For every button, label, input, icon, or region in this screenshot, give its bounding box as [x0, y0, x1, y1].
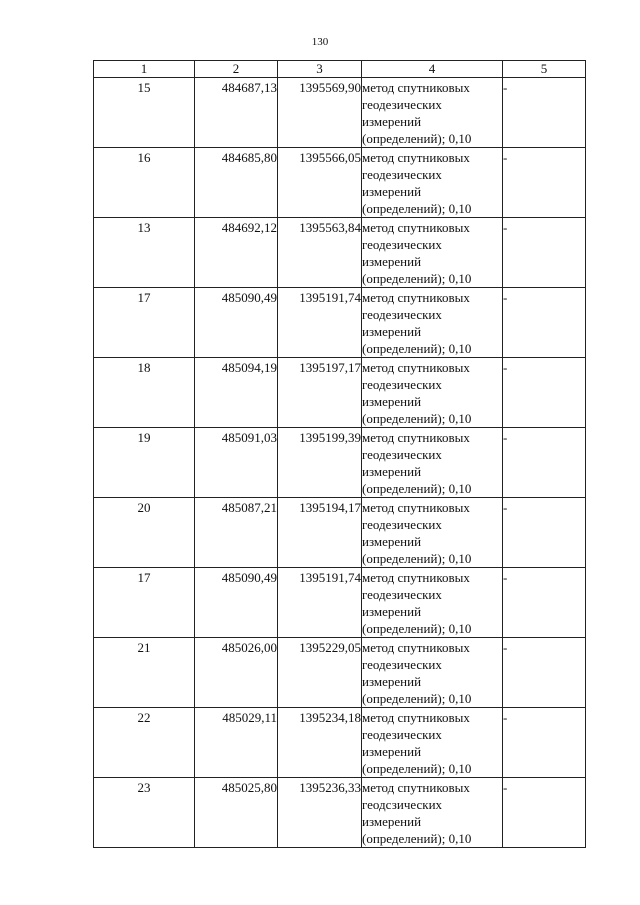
y-coordinate-cell: 1395236,33: [278, 778, 362, 848]
x-coordinate-cell: 485094,19: [195, 358, 278, 428]
method-cell: метод спутниковых геодезических измерений (определений); 0,10: [362, 638, 503, 708]
y-coordinate-cell: 1395569,90: [278, 78, 362, 148]
y-coordinate-cell: 1395197,17: [278, 358, 362, 428]
header-cell: 2: [195, 61, 278, 78]
point-number-cell: 13: [94, 218, 195, 288]
x-coordinate-cell: 485029,11: [195, 708, 278, 778]
point-number-cell: 19: [94, 428, 195, 498]
note-cell: -: [503, 218, 586, 288]
y-coordinate-cell: 1395229,05: [278, 638, 362, 708]
x-coordinate-cell: 485090,49: [195, 568, 278, 638]
method-cell: метод спутниковых геодезических измерений (определений); 0,10: [362, 498, 503, 568]
note-cell: -: [503, 428, 586, 498]
y-coordinate-cell: 1395566,05: [278, 148, 362, 218]
coordinates-table: [93, 60, 586, 848]
header-cell: 1: [94, 61, 195, 78]
header-cell: 3: [278, 61, 362, 78]
point-number-cell: 23: [94, 778, 195, 848]
point-number-cell: 17: [94, 568, 195, 638]
x-coordinate-cell: 485026,00: [195, 638, 278, 708]
page-number: 130: [311, 36, 329, 48]
table-row: [94, 148, 586, 218]
note-cell: -: [503, 148, 586, 218]
table-row: [94, 568, 586, 638]
table-row: [94, 78, 586, 148]
method-cell: метод спутниковых геодезических измерений (определений); 0,10: [362, 148, 503, 218]
table-row: [94, 358, 586, 428]
point-number-cell: 18: [94, 358, 195, 428]
x-coordinate-cell: 485025,80: [195, 778, 278, 848]
note-cell: -: [503, 78, 586, 148]
y-coordinate-cell: 1395563,84: [278, 218, 362, 288]
y-coordinate-cell: 1395191,74: [278, 288, 362, 358]
note-cell: -: [503, 708, 586, 778]
note-cell: -: [503, 288, 586, 358]
x-coordinate-cell: 484692,12: [195, 218, 278, 288]
header-cell: 4: [362, 61, 503, 78]
table-row: [94, 218, 586, 288]
x-coordinate-cell: 485087,21: [195, 498, 278, 568]
point-number-cell: 16: [94, 148, 195, 218]
table-row: [94, 288, 586, 358]
table-row: [94, 708, 586, 778]
point-number-cell: 15: [94, 78, 195, 148]
y-coordinate-cell: 1395191,74: [278, 568, 362, 638]
x-coordinate-cell: 484685,80: [195, 148, 278, 218]
x-coordinate-cell: 485090,49: [195, 288, 278, 358]
method-cell: метод спутниковых геодезических измерений (определений); 0,10: [362, 218, 503, 288]
point-number-cell: 20: [94, 498, 195, 568]
table-row: [94, 428, 586, 498]
note-cell: -: [503, 498, 586, 568]
method-cell: метод спутниковых геодезических измерений (определений); 0,10: [362, 568, 503, 638]
note-cell: -: [503, 778, 586, 848]
x-coordinate-cell: 484687,13: [195, 78, 278, 148]
method-cell: метод спутниковых геодезических измерений (определений); 0,10: [362, 78, 503, 148]
point-number-cell: 22: [94, 708, 195, 778]
point-number-cell: 21: [94, 638, 195, 708]
note-cell: -: [503, 638, 586, 708]
cropped-footer-text: [93, 893, 585, 905]
note-cell: -: [503, 568, 586, 638]
point-number-cell: 17: [94, 288, 195, 358]
table-header-row: [94, 61, 586, 78]
table-row: [94, 638, 586, 708]
method-cell: метод спутниковых геодсзических измерений (определений); 0,10: [362, 778, 503, 848]
header-cell: 5: [503, 61, 586, 78]
table-row: [94, 498, 586, 568]
y-coordinate-cell: 1395199,39: [278, 428, 362, 498]
method-cell: метод спутниковых геодезических измерений (определений); 0,10: [362, 708, 503, 778]
method-cell: метод спутниковых геодезических измерений (определений); 0,10: [362, 288, 503, 358]
y-coordinate-cell: 1395234,18: [278, 708, 362, 778]
method-cell: метод спутниковых геодезических измерений (определений); 0,10: [362, 358, 503, 428]
note-cell: -: [503, 358, 586, 428]
table-row: [94, 778, 586, 848]
x-coordinate-cell: 485091,03: [195, 428, 278, 498]
method-cell: метод спутниковых геодезических измерений (определений); 0,10: [362, 428, 503, 498]
y-coordinate-cell: 1395194,17: [278, 498, 362, 568]
